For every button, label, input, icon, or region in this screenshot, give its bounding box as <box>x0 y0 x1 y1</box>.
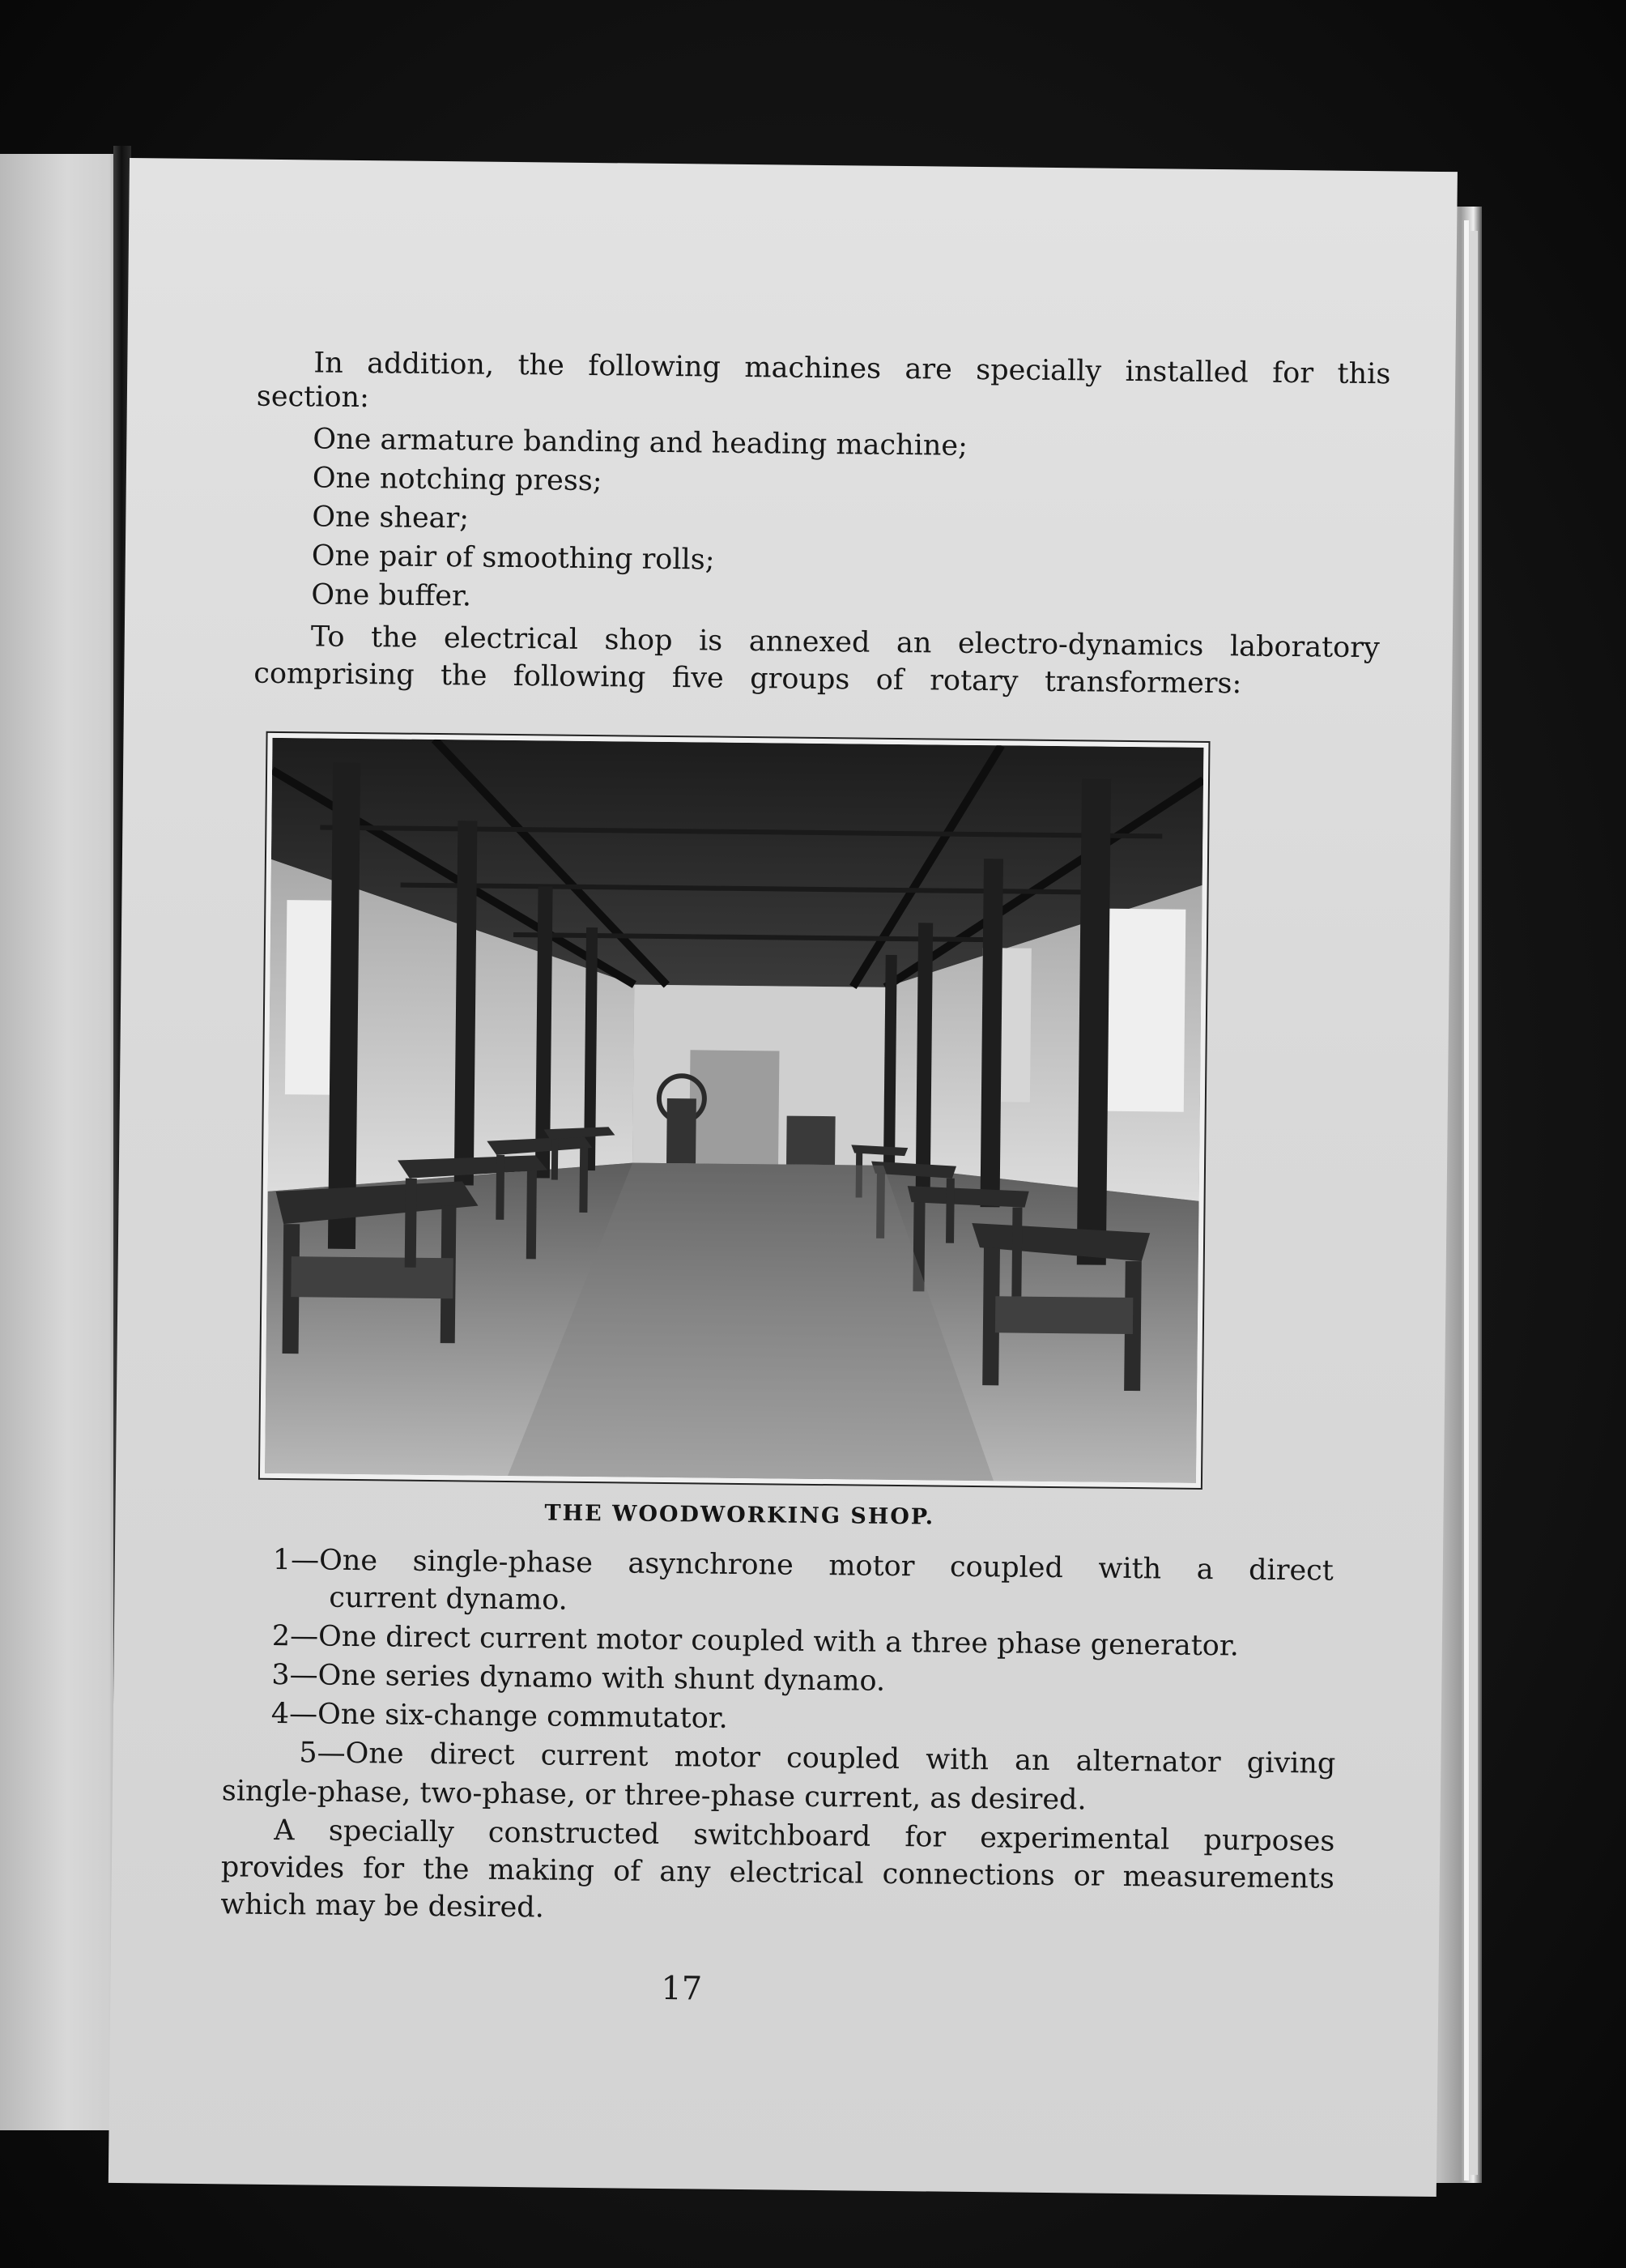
page-edge-shadow <box>1470 231 1478 2175</box>
machine-item: One shear; <box>312 501 470 535</box>
photo-illustration <box>265 738 1203 1483</box>
closing-line-1: A specially constructed switchboard for experimental purposes <box>274 1814 1335 1858</box>
lab-line-1: To the electrical shop is annexed an electro-dynamics laboratory <box>310 620 1380 665</box>
intro-line-2: section: <box>256 380 370 415</box>
group-item-line: 5—One direct current motor coupled with an alternator giving <box>299 1737 1336 1780</box>
group-item-line: current dynamo. <box>329 1581 568 1617</box>
group-item-line: 3—One series dynamo with shunt dynamo. <box>271 1658 886 1698</box>
machine-item: One buffer. <box>311 578 472 613</box>
closing-line-3: which may be desired. <box>220 1888 545 1925</box>
page-edge-highlight <box>1464 220 1469 2181</box>
machine-item: One notching press; <box>312 462 602 498</box>
intro-line-1: In addition, the following machines are specially installed for this <box>313 347 1391 391</box>
facing-page <box>0 154 121 2130</box>
lab-line-2: comprising the following five groups of rotary transformers: <box>253 657 1242 701</box>
closing-line-2: provides for the making of any electrical connections or measurements <box>220 1851 1335 1895</box>
group-item-line: single-phase, two-phase, or three-phase current, as desired. <box>221 1775 1087 1817</box>
machine-item: One pair of smoothing rolls; <box>311 539 715 577</box>
woodworking-shop-photo <box>258 731 1211 1490</box>
group-item-line: 2—One direct current motor coupled with a three phase generator. <box>271 1619 1240 1663</box>
group-item-line: 1—One single-phase asynchrone motor coupled with a direct <box>272 1543 1334 1588</box>
page-number: 17 <box>661 1969 703 2008</box>
photo-caption: THE WOODWORKING SHOP. <box>544 1500 935 1530</box>
machine-item: One armature banding and heading machine; <box>313 423 968 463</box>
group-item-line: 4—One six-change commutator. <box>270 1697 728 1735</box>
page-content <box>109 158 1458 2197</box>
book-page <box>109 158 1458 2197</box>
